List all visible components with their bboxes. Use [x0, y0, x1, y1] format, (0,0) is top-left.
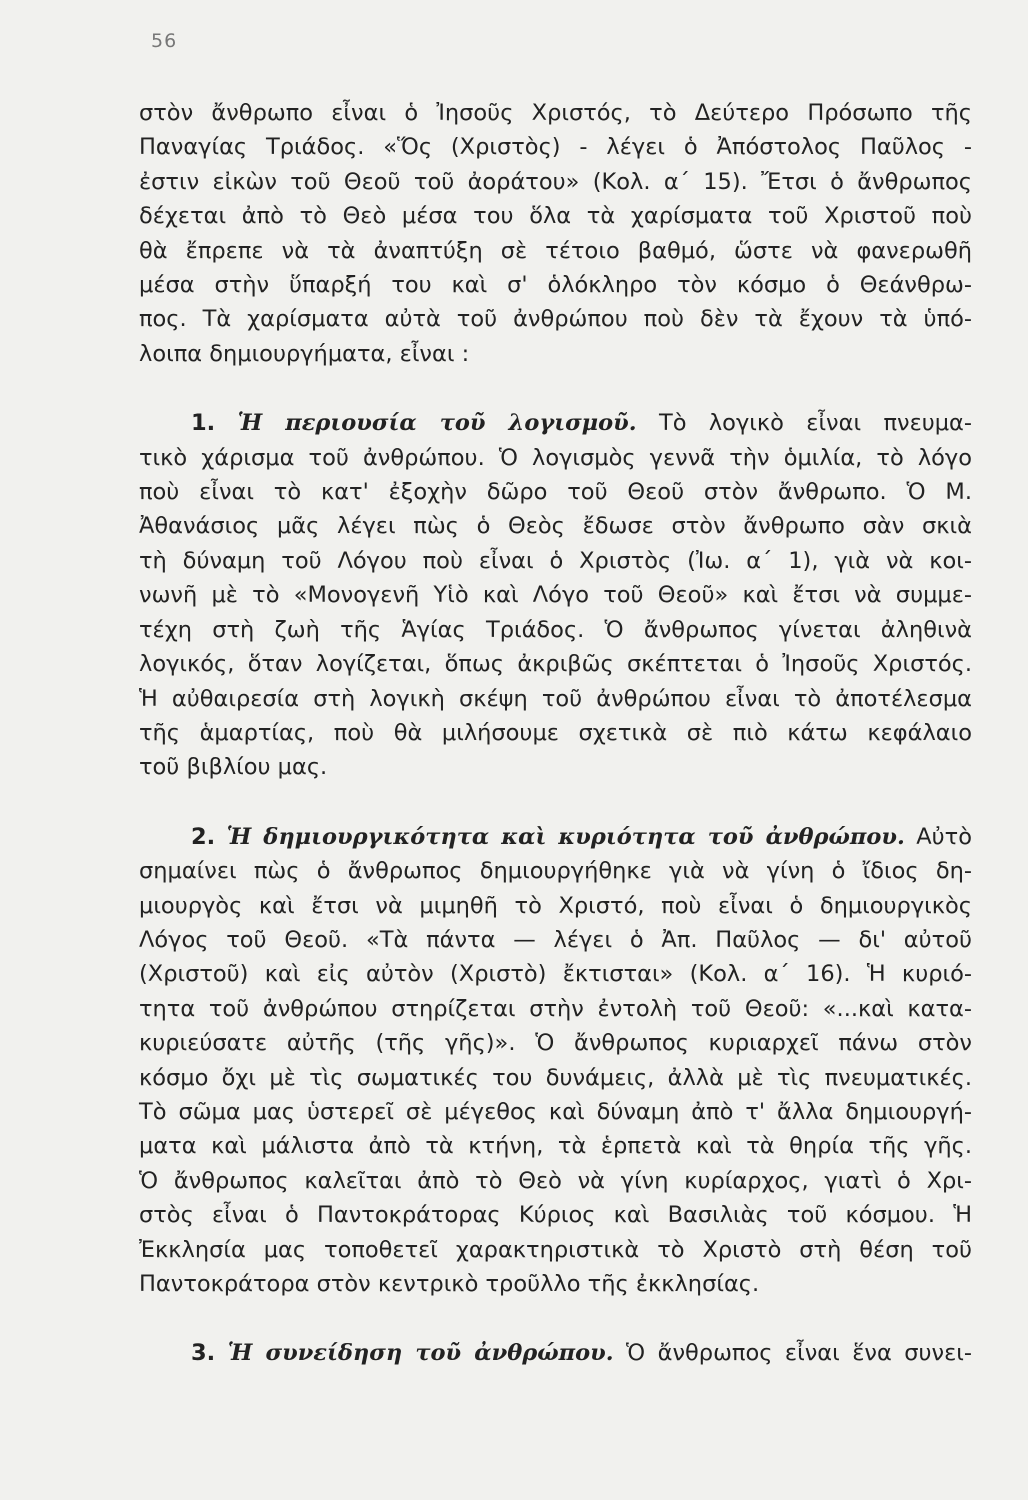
text-line: Παντοκράτορα στὸν κεντρικὸ τροῦλλο τῆς ἐκκλησίας. [139, 1271, 760, 1297]
section-1-first-line-rest: Τὸ λογικὸ εἶναι πνευμα- [658, 410, 973, 437]
text-line: τικὸ χάρισμα τοῦ ἀνθρώπου. Ὁ λογισμὸς γεννᾶ τὴν ὁμιλία, τὸ λόγο [139, 444, 972, 471]
page-body [139, 96, 972, 1371]
text-line: λοιπα δημιουργήματα, εἶναι : [139, 340, 470, 367]
section-2-number: 2. [191, 823, 216, 850]
text-line: σημαίνει πὼς ὁ ἄνθρωπος δημιουργήθηκε γιὰ νὰ γίνη ὁ ἴδιος δη- [139, 858, 972, 885]
page-number: 56 [151, 30, 178, 52]
text-line: τὴ δύναμη τοῦ Λόγου ποὺ εἶναι ὁ Χριστὸς (Ἰω. α΄ 1), γιὰ νὰ κοι- [139, 547, 972, 574]
text-line: Παναγίας Τριάδος. «Ὅς (Χριστὸς) - λέγει ὁ Ἀπόστολος Παῦλος - [139, 134, 972, 161]
section-3-first-line [139, 1336, 972, 1370]
text-line: Ἀθανάσιος μᾶς λέγει πὼς ὁ Θεὸς ἔδωσε στὸν ἄνθρωπο σὰν σκιὰ [139, 513, 972, 540]
section-2-heading: Ἡ δημιουργικότητα καὶ κυριότητα τοῦ ἀνθρώπου. [226, 823, 905, 850]
text-line: Ἐκκλησία μας τοποθετεῖ χαρακτηριστικὰ τὸ Χριστὸ στὴ θέση τοῦ [139, 1236, 972, 1263]
text-line: νωνῆ μὲ τὸ «Μονογενῆ Υἱὸ καὶ Λόγο τοῦ Θεοῦ» καὶ ἔτσι νὰ συμμε- [139, 582, 972, 609]
text-line: τέχη στὴ ζωὴ τῆς Ἁγίας Τριάδος. Ὁ ἄνθρωπος γίνεται ἀληθινὰ [139, 616, 972, 643]
text-line: μιουργὸς καὶ ἔτσι νὰ μιμηθῆ τὸ Χριστό, ποὺ εἶναι ὁ δημιουργικὸς [139, 892, 972, 919]
text-line: μέσα στὴν ὕπαρξή του καὶ σ' ὁλόκληρο τὸν κόσμο ὁ Θεάνθρω- [139, 272, 972, 299]
paragraph-gap [139, 785, 972, 820]
text-line: ἐστιν εἰκὼν τοῦ Θεοῦ τοῦ ἀοράτου» (Κολ. α΄ 15). Ἔτσι ὁ ἄνθρωπος [139, 168, 972, 195]
section-1-first-line [139, 406, 972, 440]
text-line: Λόγος τοῦ Θεοῦ. «Τὰ πάντα — λέγει ὁ Ἀπ. Παῦλος — δι' αὐτοῦ [139, 926, 972, 953]
section-3-first-line-rest: Ὁ ἄνθρωπος εἶναι ἕνα συνει- [626, 1340, 973, 1367]
section-1-heading: Ἡ περιουσία τοῦ λογισμοῦ. [237, 410, 637, 437]
section-3-number: 3. [191, 1340, 216, 1367]
text-line: κυριεύσατε αὐτῆς (τῆς γῆς)». Ὁ ἄνθρωπος κυριαρχεῖ πάνω στὸν [139, 1030, 972, 1057]
section-2-first-line [139, 820, 972, 854]
text-line: θὰ ἔπρεπε νὰ τὰ ἀναπτύξη σὲ τέτοιο βαθμό, ὥστε νὰ φανερωθῆ [139, 237, 972, 264]
paragraph-gap [139, 371, 972, 406]
text-line: Ἡ αὐθαιρεσία στὴ λογικὴ σκέψη τοῦ ἀνθρώπου εἶναι τὸ ἀποτέλεσμα [139, 685, 972, 712]
text-line: (Χριστοῦ) καὶ εἰς αὐτὸν (Χριστὸ) ἔκτισται» (Κολ. α΄ 16). Ἡ κυριό- [139, 961, 972, 988]
section-2-first-line-rest: Αὐτὸ [916, 823, 972, 850]
text-line: κόσμο ὄχι μὲ τὶς σωματικές του δυνάμεις, ἀλλὰ μὲ τὶς πνευματικές. [139, 1064, 972, 1091]
text-line: ποὺ εἶναι τὸ κατ' ἐξοχὴν δῶρο τοῦ Θεοῦ στὸν ἄνθρωπο. Ὁ Μ. [139, 479, 972, 506]
text-line: Τὸ σῶμα μας ὑστερεῖ σὲ μέγεθος καὶ δύναμη ἀπὸ τ' ἄλλα δημιουργή- [139, 1098, 972, 1125]
section-3-heading: Ἡ συνείδηση τοῦ ἀνθρώπου. [227, 1340, 614, 1367]
text-line: λογικός, ὅταν λογίζεται, ὅπως ἀκριβῶς σκέπτεται ὁ Ἰησοῦς Χριστός. [139, 651, 972, 678]
paragraph-gap [139, 1301, 972, 1336]
section-1-number: 1. [191, 410, 216, 437]
text-line: στὸν ἄνθρωπο εἶναι ὁ Ἰησοῦς Χριστός, τὸ Δεύτερο Πρόσωπο τῆς [139, 100, 972, 126]
text-line: δέχεται ἀπὸ τὸ Θεὸ μέσα του ὅλα τὰ χαρίσματα τοῦ Χριστοῦ ποὺ [139, 203, 972, 230]
text-line: στὸς εἶναι ὁ Παντοκράτορας Κύριος καὶ Βασιλιὰς τοῦ κόσμου. Ἡ [139, 1202, 972, 1229]
text-line: ματα καὶ μάλιστα ἀπὸ τὰ κτήνη, τὰ ἑρπετὰ καὶ τὰ θηρία τῆς γῆς. [139, 1133, 972, 1160]
text-line: Ὁ ἄνθρωπος καλεῖται ἀπὸ τὸ Θεὸ νὰ γίνη κυρίαρχος, γιατὶ ὁ Χρι- [139, 1167, 972, 1194]
text-line: πος. Τὰ χαρίσματα αὐτὰ τοῦ ἀνθρώπου ποὺ δὲν τὰ ἔχουν τὰ ὑπό- [139, 306, 972, 333]
text-line: τῆς ἁμαρτίας, ποὺ θὰ μιλήσουμε σχετικὰ σὲ πιὸ κάτω κεφάλαιο [139, 719, 972, 746]
text-line: τητα τοῦ ἀνθρώπου στηρίζεται στὴν ἐντολὴ τοῦ Θεοῦ: «...καὶ κατα- [139, 995, 972, 1022]
text-line: τοῦ βιβλίου μας. [139, 754, 328, 781]
